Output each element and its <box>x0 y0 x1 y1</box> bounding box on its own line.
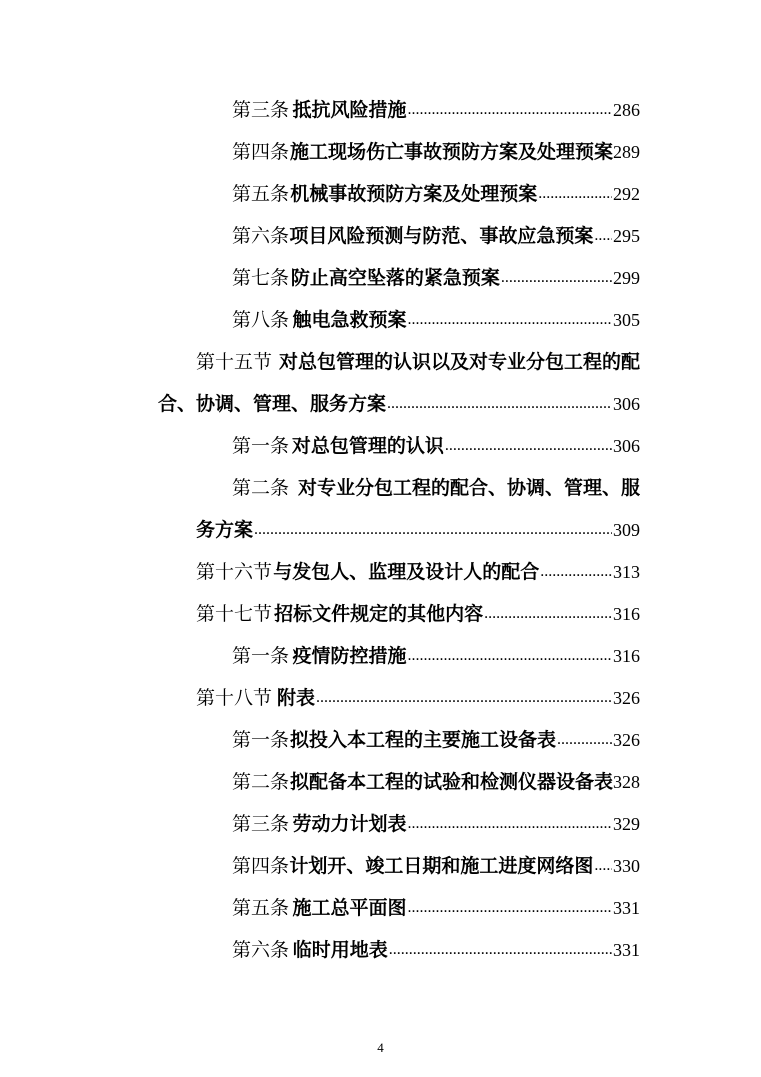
toc-entry-article-7[interactable] <box>232 261 640 291</box>
toc-entry-title: 抵抗风险措施 <box>292 99 407 121</box>
toc-entry-section-15-continued[interactable] <box>158 387 640 417</box>
toc-entry-page: 292 <box>613 184 640 204</box>
toc-entry-title: 施工现场伤亡事故预防方案及处理预案 <box>289 141 613 163</box>
toc-entry-section-17[interactable] <box>196 597 640 627</box>
toc-entry-title: 拟配备本工程的试验和检测仪器设备表 <box>289 771 613 793</box>
toc-entry-label: 第三条 <box>232 99 290 121</box>
toc-entry-label: 第二条 <box>232 771 290 793</box>
toc-entry-label: 第十五节 <box>196 351 273 373</box>
toc-entry-section-18[interactable] <box>196 681 640 711</box>
toc-entry-title: 对总包管理的认识 <box>291 435 444 457</box>
toc-entry-label: 第五条 <box>232 897 290 919</box>
toc-entry-label: 第一条 <box>232 435 290 457</box>
toc-entry-label: 第五条 <box>232 183 290 205</box>
dot-leader <box>407 900 612 916</box>
toc-entry-appendix-5[interactable] <box>232 891 640 921</box>
toc-entry-title-continued: 务方案 <box>196 519 254 541</box>
toc-entry-page: 329 <box>613 814 640 834</box>
toc-entry-section-16[interactable] <box>196 555 640 585</box>
dot-leader <box>389 942 612 958</box>
toc-entry-title: 对总包管理的认识以及对专业分包工程的配 <box>278 351 640 373</box>
toc-entry-label: 第六条 <box>232 939 290 961</box>
dot-leader <box>484 606 612 622</box>
toc-entry-page: 305 <box>613 310 640 330</box>
toc-entry-title: 与发包人、监理及设计人的配合 <box>273 561 540 583</box>
toc-entry-page: 326 <box>613 730 640 750</box>
toc-entry-article-5[interactable] <box>232 177 640 207</box>
toc-entry-page: 331 <box>613 940 640 960</box>
toc-entry-title: 计划开、竣工日期和施工进度网络图 <box>289 855 594 877</box>
toc-entry-title: 疫情防控措施 <box>292 645 407 667</box>
toc-entry-appendix-1[interactable] <box>232 723 640 753</box>
toc-entry-title: 招标文件规定的其他内容 <box>274 603 484 625</box>
toc-entry-article-4[interactable] <box>232 135 640 165</box>
toc-entry-page: 289 <box>613 142 640 162</box>
toc-entry-page: 326 <box>613 688 640 708</box>
toc-entry-page: 295 <box>613 226 640 246</box>
toc-entry-section-15[interactable] <box>196 345 640 375</box>
toc-entry-page: 313 <box>613 562 640 582</box>
dot-leader <box>387 396 612 412</box>
toc-entry-article-2[interactable] <box>232 471 640 501</box>
dot-leader <box>407 648 612 664</box>
toc-entry-article-3[interactable] <box>232 93 640 123</box>
toc-entry-label: 第三条 <box>232 813 290 835</box>
toc-entry-label: 第十八节 <box>196 687 273 709</box>
dot-leader <box>445 438 612 454</box>
toc-entry-page: 286 <box>613 100 640 120</box>
toc-entry-appendix-6[interactable] <box>232 933 640 963</box>
toc-entry-page: 316 <box>613 604 640 624</box>
toc-entry-page: 330 <box>613 856 640 876</box>
toc-entry-title: 防止高空坠落的紧急预案 <box>290 267 500 289</box>
dot-leader <box>254 522 612 538</box>
toc-entry-article-1[interactable] <box>232 429 640 459</box>
toc-entry-page: 316 <box>613 646 640 666</box>
toc-entry-label: 第六条 <box>232 225 290 247</box>
toc-entry-label: 第二条 <box>232 477 290 499</box>
toc-entry-label: 第一条 <box>232 645 290 667</box>
toc-entry-title: 拟投入本工程的主要施工设备表 <box>289 729 556 751</box>
dot-leader <box>540 564 612 580</box>
toc-entry-label: 第四条 <box>232 141 290 163</box>
toc-entry-article-2-continued[interactable] <box>196 513 640 543</box>
toc-entry-page: 306 <box>613 436 640 456</box>
toc-entry-label: 第十七节 <box>196 603 273 625</box>
toc-entry-title: 机械事故预防方案及处理预案 <box>290 183 538 205</box>
dot-leader <box>407 312 612 328</box>
dot-leader <box>594 228 612 244</box>
dot-leader <box>594 858 612 874</box>
toc-entry-appendix-4[interactable] <box>232 849 640 879</box>
dot-leader <box>557 732 612 748</box>
toc-entry-article-8[interactable] <box>232 303 640 333</box>
dot-leader <box>407 816 612 832</box>
toc-entry-appendix-2[interactable] <box>232 765 640 795</box>
toc-entry-page: 299 <box>613 268 640 288</box>
toc-entry-title: 项目风险预测与防范、事故应急预案 <box>289 225 594 247</box>
toc-entry-appendix-3[interactable] <box>232 807 640 837</box>
toc-entry-title: 劳动力计划表 <box>292 813 407 835</box>
toc-entry-label: 第八条 <box>232 309 290 331</box>
toc-entry-page: 306 <box>613 394 640 414</box>
toc-entry-title: 对专业分包工程的配合、协调、管理、服 <box>297 477 640 499</box>
dot-leader <box>501 270 612 286</box>
toc-entry-label: 第七条 <box>232 267 290 289</box>
toc-entry-page: 309 <box>613 520 640 540</box>
toc-entry-article-1-epidemic[interactable] <box>232 639 640 669</box>
toc-entry-label: 第十六节 <box>196 561 273 583</box>
toc-entry-label: 第四条 <box>232 855 290 877</box>
toc-entry-page: 331 <box>613 898 640 918</box>
toc-entry-title-continued: 合、协调、管理、服务方案 <box>158 393 387 415</box>
toc-entry-title: 附表 <box>276 687 315 709</box>
dot-leader <box>316 690 612 706</box>
toc-entry-title: 临时用地表 <box>292 939 388 961</box>
toc-entry-title: 施工总平面图 <box>292 897 407 919</box>
page-number: 4 <box>377 1040 384 1055</box>
toc-entry-article-6[interactable] <box>232 219 640 249</box>
toc-entry-title: 触电急救预案 <box>292 309 407 331</box>
dot-leader <box>538 186 612 202</box>
dot-leader <box>407 102 612 118</box>
toc-entry-label: 第一条 <box>232 729 290 751</box>
toc-entry-page: 328 <box>613 772 640 792</box>
